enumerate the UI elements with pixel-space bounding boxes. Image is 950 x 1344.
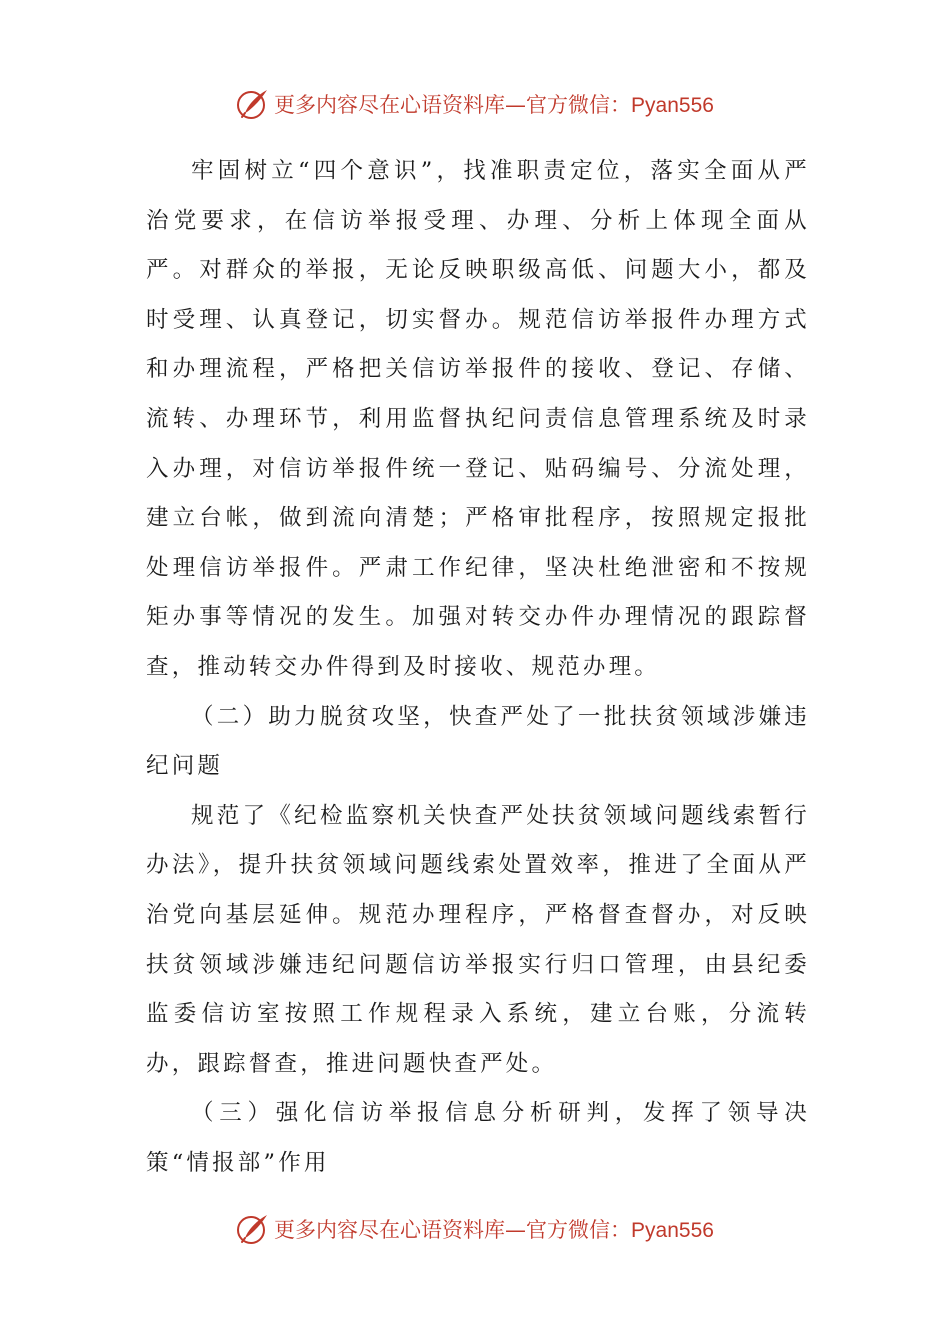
watermark-text: 更多内容尽在心语资料库—官方微信：Pyan556 bbox=[274, 93, 714, 117]
paragraph: 规范了《纪检监察机关快查严处扶贫领域问题线索暂行办法》，提升扶贫领域问题线索处置效率，推进了全面从严治党向基层延伸。规范办理程序，严格督查督办，对反映扶贫领域涉嫌违纪问题信访举报实行归口管理，由县纪委监委信访室按照工作规程录入系统，建立台账，分流转办，跟踪督查，推进问题快查严处。 bbox=[146, 802, 810, 1077]
quill-circle-icon bbox=[236, 87, 270, 121]
footer-watermark-banner bbox=[0, 1209, 950, 1249]
quill-circle-icon bbox=[236, 1212, 270, 1246]
section-heading: （二）助力脱贫攻坚，快查严处了一批扶贫领域涉嫌违纪问题 bbox=[146, 703, 810, 780]
section-heading: （三）强化信访举报信息分析研判，发挥了领导决策“情报部”作用 bbox=[146, 1100, 810, 1176]
header-watermark-banner bbox=[0, 84, 950, 124]
paragraph: 牢固树立“四个意识”，找准职责定位，落实全面从严治党要求，在信访举报受理、办理、分析上体现全面从严。对群众的举报，无论反映职级高低、问题大小，都及时受理、认真登记，切实督办。规范信访举报件办理方式和办理流程，严格把关信访举报件的接收、登记、存储、流转、办理环节，利用监督执纪问责信息管理系统及时录入办理，对信访举报件统一登记、贴码编号、分流处理，建立台帐，做到流向清楚；严格审批程序，按照规定报批处理信访举报件。严肃工作纪律，坚决杜绝泄密和不按规矩办事等情况的发生。加强对转交办件办理情况的跟踪督查，推动转交办件得到及时接收、规范办理。 bbox=[146, 158, 810, 680]
watermark-text: 更多内容尽在心语资料库—官方微信：Pyan556 bbox=[274, 1218, 714, 1242]
document-body bbox=[146, 147, 810, 1188]
